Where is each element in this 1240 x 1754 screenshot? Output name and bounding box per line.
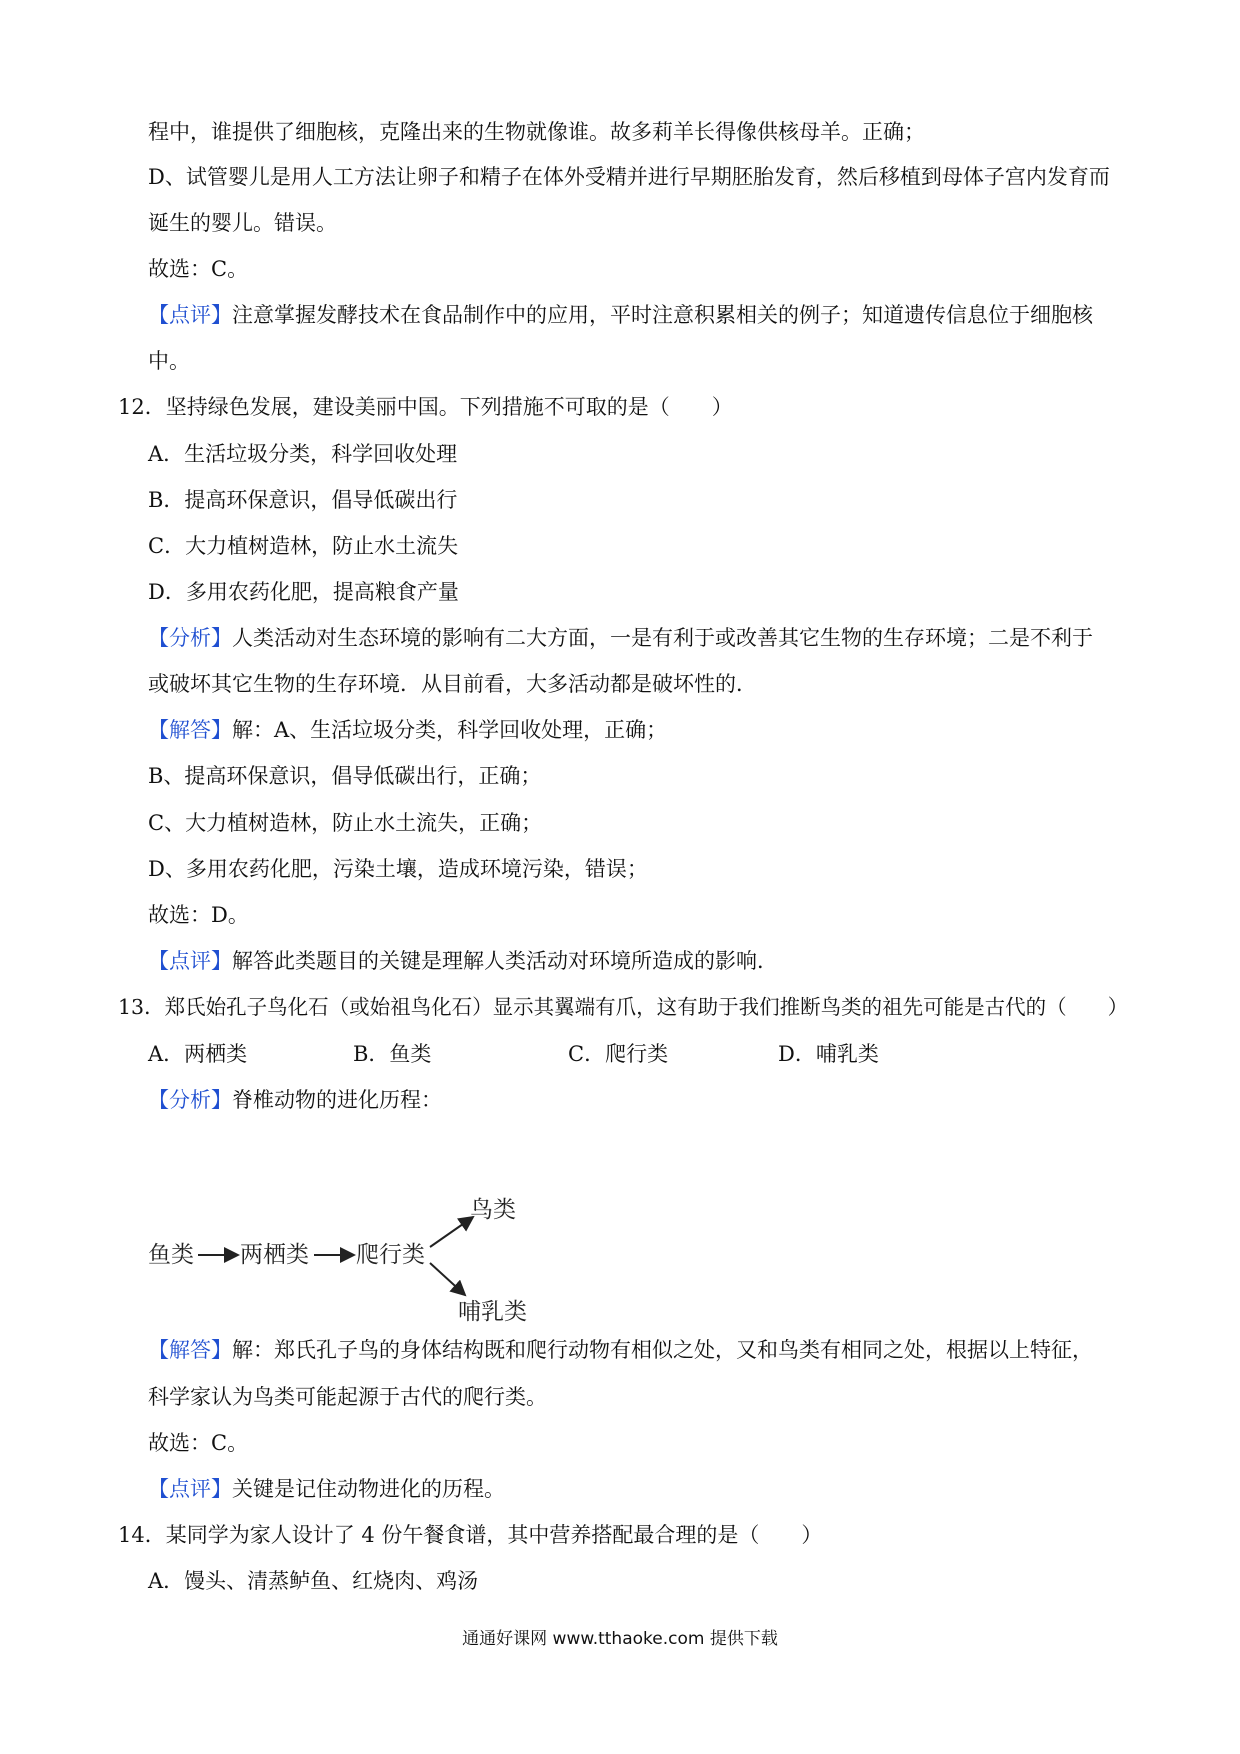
- option-a: A．馒头、清蒸鲈鱼、红烧肉、鸡汤: [148, 1569, 479, 1593]
- text-line: 故选：C。: [148, 257, 249, 281]
- text-line: 诞生的婴儿。错误。: [148, 211, 337, 235]
- option-d: D．哺乳类: [778, 1042, 879, 1066]
- comment-text: 关键是记住动物进化的历程。: [232, 1477, 505, 1501]
- question-14: 14．某同学为家人设计了 4 份午餐食谱，其中营养搭配最合理的是（ ）: [118, 1523, 823, 1547]
- text-line: 中。: [148, 349, 190, 373]
- answer-line: [148, 1336, 1093, 1364]
- flow-amphibian: 两栖类: [240, 1242, 309, 1268]
- analysis-line: [148, 624, 1093, 652]
- text-line: 科学家认为鸟类可能起源于古代的爬行类。: [148, 1385, 547, 1409]
- analysis-tag: 【分析】: [148, 626, 232, 650]
- analysis-text: 人类活动对生态环境的影响有二大方面，一是有利于或改善其它生物的生存环境；二是不利于: [232, 626, 1093, 650]
- comment-line: [148, 1475, 505, 1503]
- answer-text: 解：郑氏孔子鸟的身体结构既和爬行动物有相似之处，又和鸟类有相同之处，根据以上特征，: [232, 1338, 1093, 1362]
- comment-tag: 【点评】: [148, 303, 232, 327]
- answer-tag: 【解答】: [148, 1338, 232, 1362]
- comment-line: [148, 947, 778, 975]
- text-line: 程中，谁提供了细胞核，克隆出来的生物就像谁。故多莉羊长得像供核母羊。正确；: [148, 120, 925, 144]
- option-c: C．爬行类: [568, 1042, 669, 1066]
- option-b: B．鱼类: [353, 1042, 432, 1066]
- question-12: 12．坚持绿色发展，建设美丽中国。下列措施不可取的是（ ）: [118, 395, 733, 419]
- text-line: B、提高环保意识，倡导低碳出行，正确；: [148, 764, 542, 788]
- text-line: D、多用农药化肥，污染土壤，造成环境污染，错误；: [148, 857, 648, 881]
- text-line: C、大力植树造林，防止水土流失，正确；: [148, 811, 543, 835]
- analysis-text: 脊椎动物的进化历程：: [232, 1088, 442, 1112]
- flow-reptile: 爬行类: [356, 1242, 425, 1268]
- question-13: 13．郑氏始孔子鸟化石（或始祖鸟化石）显示其翼端有爪，这有助于我们推断鸟类的祖先可能是古代的（ ）: [118, 995, 1129, 1019]
- text-line: 或破坏其它生物的生存环境．从目前看，大多活动都是破坏性的．: [148, 672, 757, 696]
- page-footer: 通通好课网 www.tthaoke.com 提供下载: [462, 1629, 778, 1649]
- flow-mammal: 哺乳类: [458, 1299, 527, 1325]
- comment-tag: 【点评】: [148, 949, 232, 973]
- flow-bird: 鸟类: [470, 1197, 516, 1223]
- option-d: D．多用农药化肥，提高粮食产量: [148, 580, 459, 604]
- text-line: 故选：D。: [148, 903, 249, 927]
- option-b: B．提高环保意识，倡导低碳出行: [148, 488, 458, 512]
- text-line: D、试管婴儿是用人工方法让卵子和精子在体外受精并进行早期胚胎发育，然后移植到母体子宫内发育而: [148, 165, 1110, 189]
- analysis-tag: 【分析】: [148, 1088, 232, 1112]
- analysis-line: [148, 1086, 442, 1114]
- answer-tag: 【解答】: [148, 718, 232, 742]
- comment-tag: 【点评】: [148, 1477, 232, 1501]
- comment-text: 注意掌握发酵技术在食品制作中的应用，平时注意积累相关的例子；知道遗传信息位于细胞核: [232, 303, 1093, 327]
- answer-line: [148, 716, 667, 744]
- flow-arrow-up: [430, 1217, 473, 1247]
- flow-arrow-down: [430, 1263, 465, 1295]
- comment-line: [148, 301, 1093, 329]
- option-c: C．大力植树造林，防止水土流失: [148, 534, 459, 558]
- evolution-flow-diagram: [140, 1195, 560, 1325]
- comment-text: 解答此类题目的关键是理解人类活动对环境所造成的影响．: [232, 949, 778, 973]
- answer-text: 解：A、生活垃圾分类，科学回收处理，正确；: [232, 718, 668, 742]
- flow-fish: 鱼类: [148, 1242, 194, 1268]
- option-a: A．两栖类: [148, 1042, 248, 1066]
- text-line: 故选：C。: [148, 1431, 249, 1455]
- option-a: A．生活垃圾分类，科学回收处理: [148, 442, 458, 466]
